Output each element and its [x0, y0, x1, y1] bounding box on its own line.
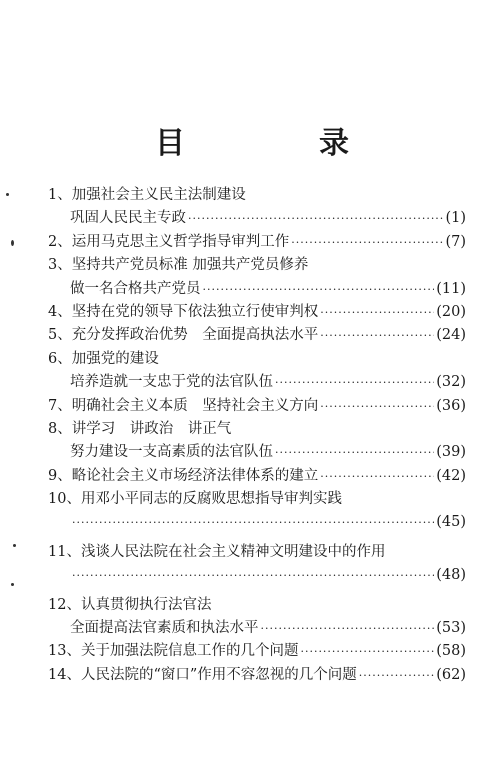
dot-leader	[359, 664, 434, 687]
toc-entry-3-cont[interactable]	[48, 278, 466, 301]
toc-entry-title: 做一名合格共产党员	[70, 280, 201, 297]
table-of-contents	[48, 184, 466, 687]
toc-entry-11-cont[interactable]	[48, 564, 466, 587]
toc-entry-number: 3、	[48, 257, 72, 274]
page-number: (20)	[436, 303, 466, 320]
toc-entry-title: 关于加强法院信息工作的几个问题	[80, 643, 299, 660]
toc-entry-10-cont[interactable]	[48, 511, 466, 534]
dot-leader	[275, 441, 434, 464]
toc-entry-6[interactable]	[48, 348, 466, 371]
toc-entry-number: 10、	[48, 491, 81, 508]
page-number: (32)	[436, 374, 466, 391]
dot-leader	[320, 324, 434, 347]
toc-entry-8-cont[interactable]	[48, 441, 466, 464]
dot-leader	[320, 465, 434, 488]
toc-entry-4[interactable]	[48, 301, 466, 324]
toc-entry-title: 努力建设一支高素质的法官队伍	[70, 444, 273, 461]
dot-leader	[320, 301, 434, 324]
toc-entry-title: 用邓小平同志的反腐败思想指导审判实践	[80, 491, 342, 508]
toc-entry-title: 略论社会主义市场经济法律体系的建立	[71, 467, 319, 484]
toc-entry-number: 9、	[48, 467, 72, 484]
toc-entry-title: 讲学习 讲政治 讲正气	[71, 420, 232, 437]
page-number: (58)	[436, 643, 466, 660]
scan-speck	[13, 544, 16, 547]
dot-leader	[72, 511, 434, 534]
toc-entry-title: 培养造就一支忠于党的法官队伍	[70, 374, 273, 391]
page-number: (24)	[436, 327, 466, 344]
toc-entry-title: 浅谈人民法院在社会主义精神文明建设中的作用	[80, 543, 386, 560]
toc-entry-number: 12、	[48, 596, 81, 613]
toc-entry-title: 全面提高法官素质和执法水平	[70, 620, 259, 637]
toc-entry-title: 认真贯彻执行法官法	[80, 596, 212, 613]
toc-entry-title: 加强党的建设	[71, 350, 159, 367]
toc-entry-number: 14、	[48, 666, 81, 683]
page-title: 目 录	[155, 126, 401, 161]
page-number: (7)	[445, 233, 466, 250]
toc-entry-3[interactable]	[48, 254, 466, 277]
dot-leader	[300, 640, 434, 663]
page-number: (39)	[436, 444, 466, 461]
toc-entry-title: 坚持共产党员标准 加强共产党员修养	[71, 257, 309, 274]
toc-entry-14[interactable]	[48, 664, 466, 687]
scan-speck	[11, 240, 14, 246]
page-number: (1)	[445, 210, 466, 227]
scan-speck	[6, 193, 9, 196]
toc-entry-title: 人民法院的“窗口”作用不容忽视的几个问题	[80, 666, 357, 683]
toc-entry-12[interactable]	[48, 594, 466, 617]
toc-entry-11[interactable]	[48, 541, 466, 564]
toc-entry-number: 4、	[48, 303, 72, 320]
toc-entry-title: 巩固人民民主专政	[70, 210, 186, 227]
dot-leader	[203, 278, 435, 301]
toc-entry-1[interactable]	[48, 184, 466, 207]
page-number: (53)	[436, 620, 466, 637]
toc-entry-10[interactable]	[48, 488, 466, 511]
toc-entry-number: 6、	[48, 350, 72, 367]
toc-entry-8[interactable]	[48, 418, 466, 441]
toc-entry-title: 坚持在党的领导下依法独立行使审判权	[71, 303, 319, 320]
page-number: (45)	[436, 514, 466, 531]
toc-entry-number: 5、	[48, 327, 72, 344]
toc-entry-2[interactable]	[48, 231, 466, 254]
page-number: (11)	[436, 280, 466, 297]
dot-leader	[188, 207, 443, 230]
toc-entry-title: 运用马克思主义哲学指导审判工作	[71, 233, 290, 250]
dot-leader	[275, 371, 434, 394]
dot-leader	[261, 617, 435, 640]
toc-entry-title: 明确社会主义本质 坚持社会主义方向	[71, 397, 319, 414]
toc-entry-5[interactable]	[48, 324, 466, 347]
toc-entry-13[interactable]	[48, 640, 466, 663]
toc-entry-7[interactable]	[48, 395, 466, 418]
toc-entry-9[interactable]	[48, 465, 466, 488]
toc-entry-number: 1、	[48, 187, 72, 203]
toc-entry-6-cont[interactable]	[48, 371, 466, 394]
dot-leader	[72, 564, 434, 587]
scan-speck	[11, 583, 14, 586]
toc-entry-number: 11、	[48, 543, 81, 560]
page-number: (62)	[436, 666, 466, 683]
toc-entry-number: 7、	[48, 397, 72, 414]
toc-entry-12-cont[interactable]	[48, 617, 466, 640]
toc-entry-title: 充分发挥政治优势 全面提高执法水平	[71, 327, 319, 344]
toc-entry-number: 2、	[48, 233, 72, 250]
toc-entry-1-cont[interactable]	[48, 207, 466, 230]
toc-entry-number: 8、	[48, 420, 72, 437]
dot-leader	[291, 231, 443, 254]
dot-leader	[320, 395, 434, 418]
toc-entry-title: 加强社会主义民主法制建设	[71, 187, 246, 203]
page-number: (36)	[436, 397, 466, 414]
toc-entry-number: 13、	[48, 643, 81, 660]
page-number: (48)	[436, 567, 466, 584]
page-number: (42)	[436, 467, 466, 484]
